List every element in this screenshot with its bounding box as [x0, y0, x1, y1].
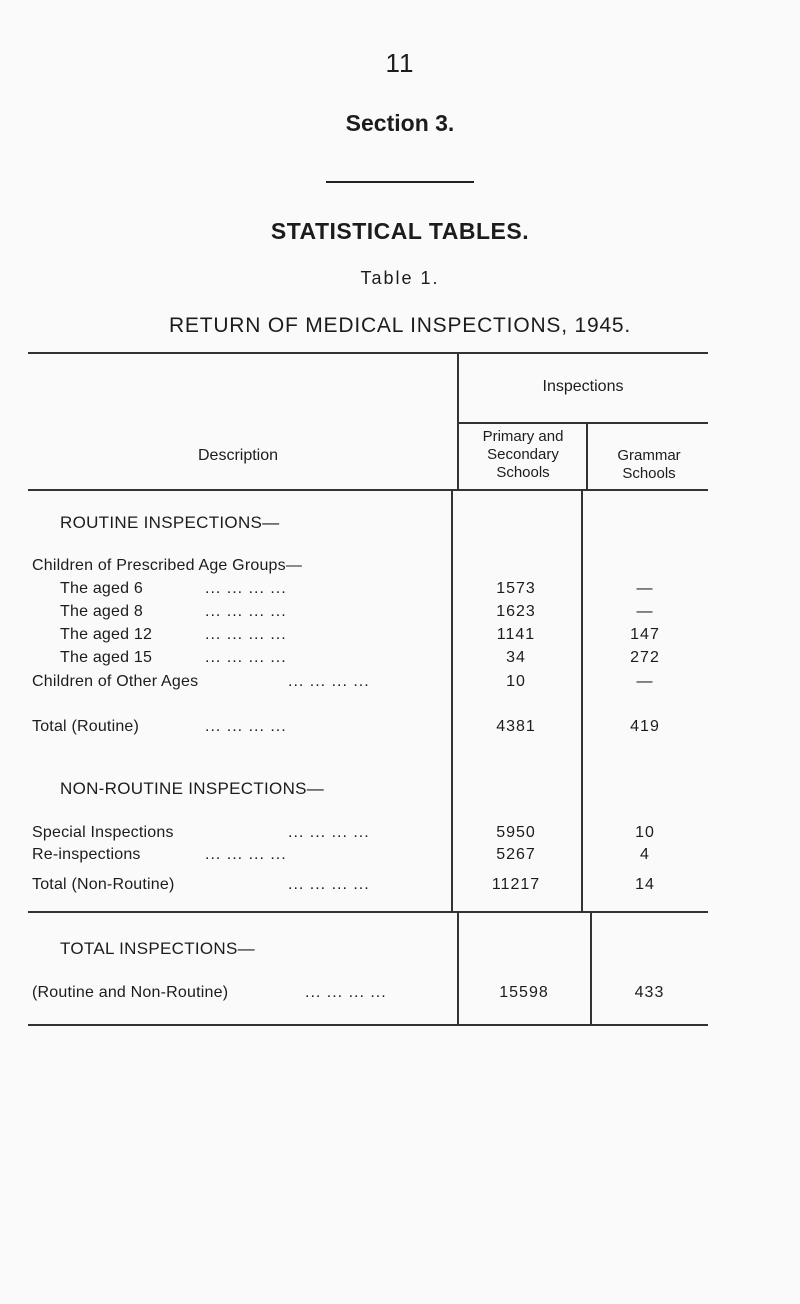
column-divider [590, 911, 592, 1024]
primary-value: 5950 [496, 824, 536, 841]
inspections-group-header: Inspections [542, 378, 624, 395]
grammar-value: — [636, 580, 654, 597]
row-label: Re-inspections [32, 846, 141, 863]
row-leader: ... ... ... ... [205, 718, 287, 735]
grammar-value: 419 [630, 718, 660, 735]
table-bottom-rule [28, 1024, 708, 1026]
grammar-value: 10 [635, 824, 655, 841]
total-inspections-heading: TOTAL INSPECTIONS— [60, 939, 255, 958]
column-divider [457, 911, 459, 1024]
row-leader: ... ... ... ... [205, 649, 287, 666]
primary-value: 1573 [496, 580, 536, 597]
table-top-rule [28, 352, 708, 354]
grammar-value: 14 [635, 876, 655, 893]
primary-value: 11217 [491, 876, 541, 893]
primary-value: 10 [506, 673, 526, 690]
primary-value: 5267 [496, 846, 536, 863]
row-label: Total (Routine) [32, 718, 140, 735]
row-leader: ... ... ... ... [205, 846, 287, 863]
row-label: Special Inspections [32, 824, 174, 841]
page-number: 11 [385, 48, 415, 78]
row-label: The aged 6 [60, 580, 143, 597]
primary-value: 1141 [496, 626, 536, 643]
grammar-header-line: Schools [622, 465, 676, 482]
row-leader: ... ... ... ... [288, 876, 370, 893]
row-leader: ... ... ... ... [205, 626, 287, 643]
grammar-header [590, 447, 708, 483]
non-routine-heading: NON-ROUTINE INSPECTIONS— [60, 779, 325, 798]
row-label: The aged 12 [60, 626, 153, 643]
row-leader: ... ... ... ... [205, 580, 287, 597]
row-label: The aged 8 [60, 603, 143, 620]
divider [326, 181, 474, 183]
primary-header-line: Secondary [487, 446, 559, 463]
group-header-rule [458, 422, 708, 424]
column-divider [586, 422, 588, 489]
grammar-value: 4 [640, 846, 650, 863]
primary-value: 4381 [496, 718, 536, 735]
grammar-value: — [636, 603, 654, 620]
primary-value: 15598 [499, 984, 549, 1001]
grammar-value: 272 [630, 649, 660, 666]
primary-header [460, 428, 586, 482]
row-label: The aged 15 [60, 649, 153, 666]
table-title: RETURN OF MEDICAL INSPECTIONS, 1945. [168, 314, 632, 337]
routine-heading: ROUTINE INSPECTIONS— [60, 513, 280, 532]
grammar-value: 433 [634, 984, 665, 1001]
row-leader: ... ... ... ... [305, 984, 387, 1001]
description-header: Description [197, 447, 279, 464]
section-rule [28, 911, 708, 913]
row-leader: ... ... ... ... [288, 824, 370, 841]
row-leader: ... ... ... ... [288, 673, 370, 690]
primary-value: 1623 [496, 603, 536, 620]
table-number: Table 1. [360, 268, 440, 288]
row-leader: ... ... ... ... [205, 603, 287, 620]
header-bottom-rule [28, 489, 708, 491]
routine-subheading: Children of Prescribed Age Groups— [32, 557, 303, 574]
grammar-value: 147 [630, 626, 660, 643]
grammar-header-line: Grammar [617, 447, 681, 464]
row-label: Children of Other Ages [32, 673, 199, 690]
row-label: Total (Non-Routine) [32, 876, 175, 893]
primary-header-line: Primary and [482, 428, 564, 445]
row-label: (Routine and Non-Routine) [32, 984, 229, 1001]
primary-header-line: Schools [496, 464, 550, 481]
grammar-value: — [636, 673, 654, 690]
page-heading: STATISTICAL TABLES. [270, 218, 530, 244]
column-divider [457, 352, 459, 489]
primary-value: 34 [506, 649, 526, 666]
section-title: Section 3. [345, 110, 455, 136]
